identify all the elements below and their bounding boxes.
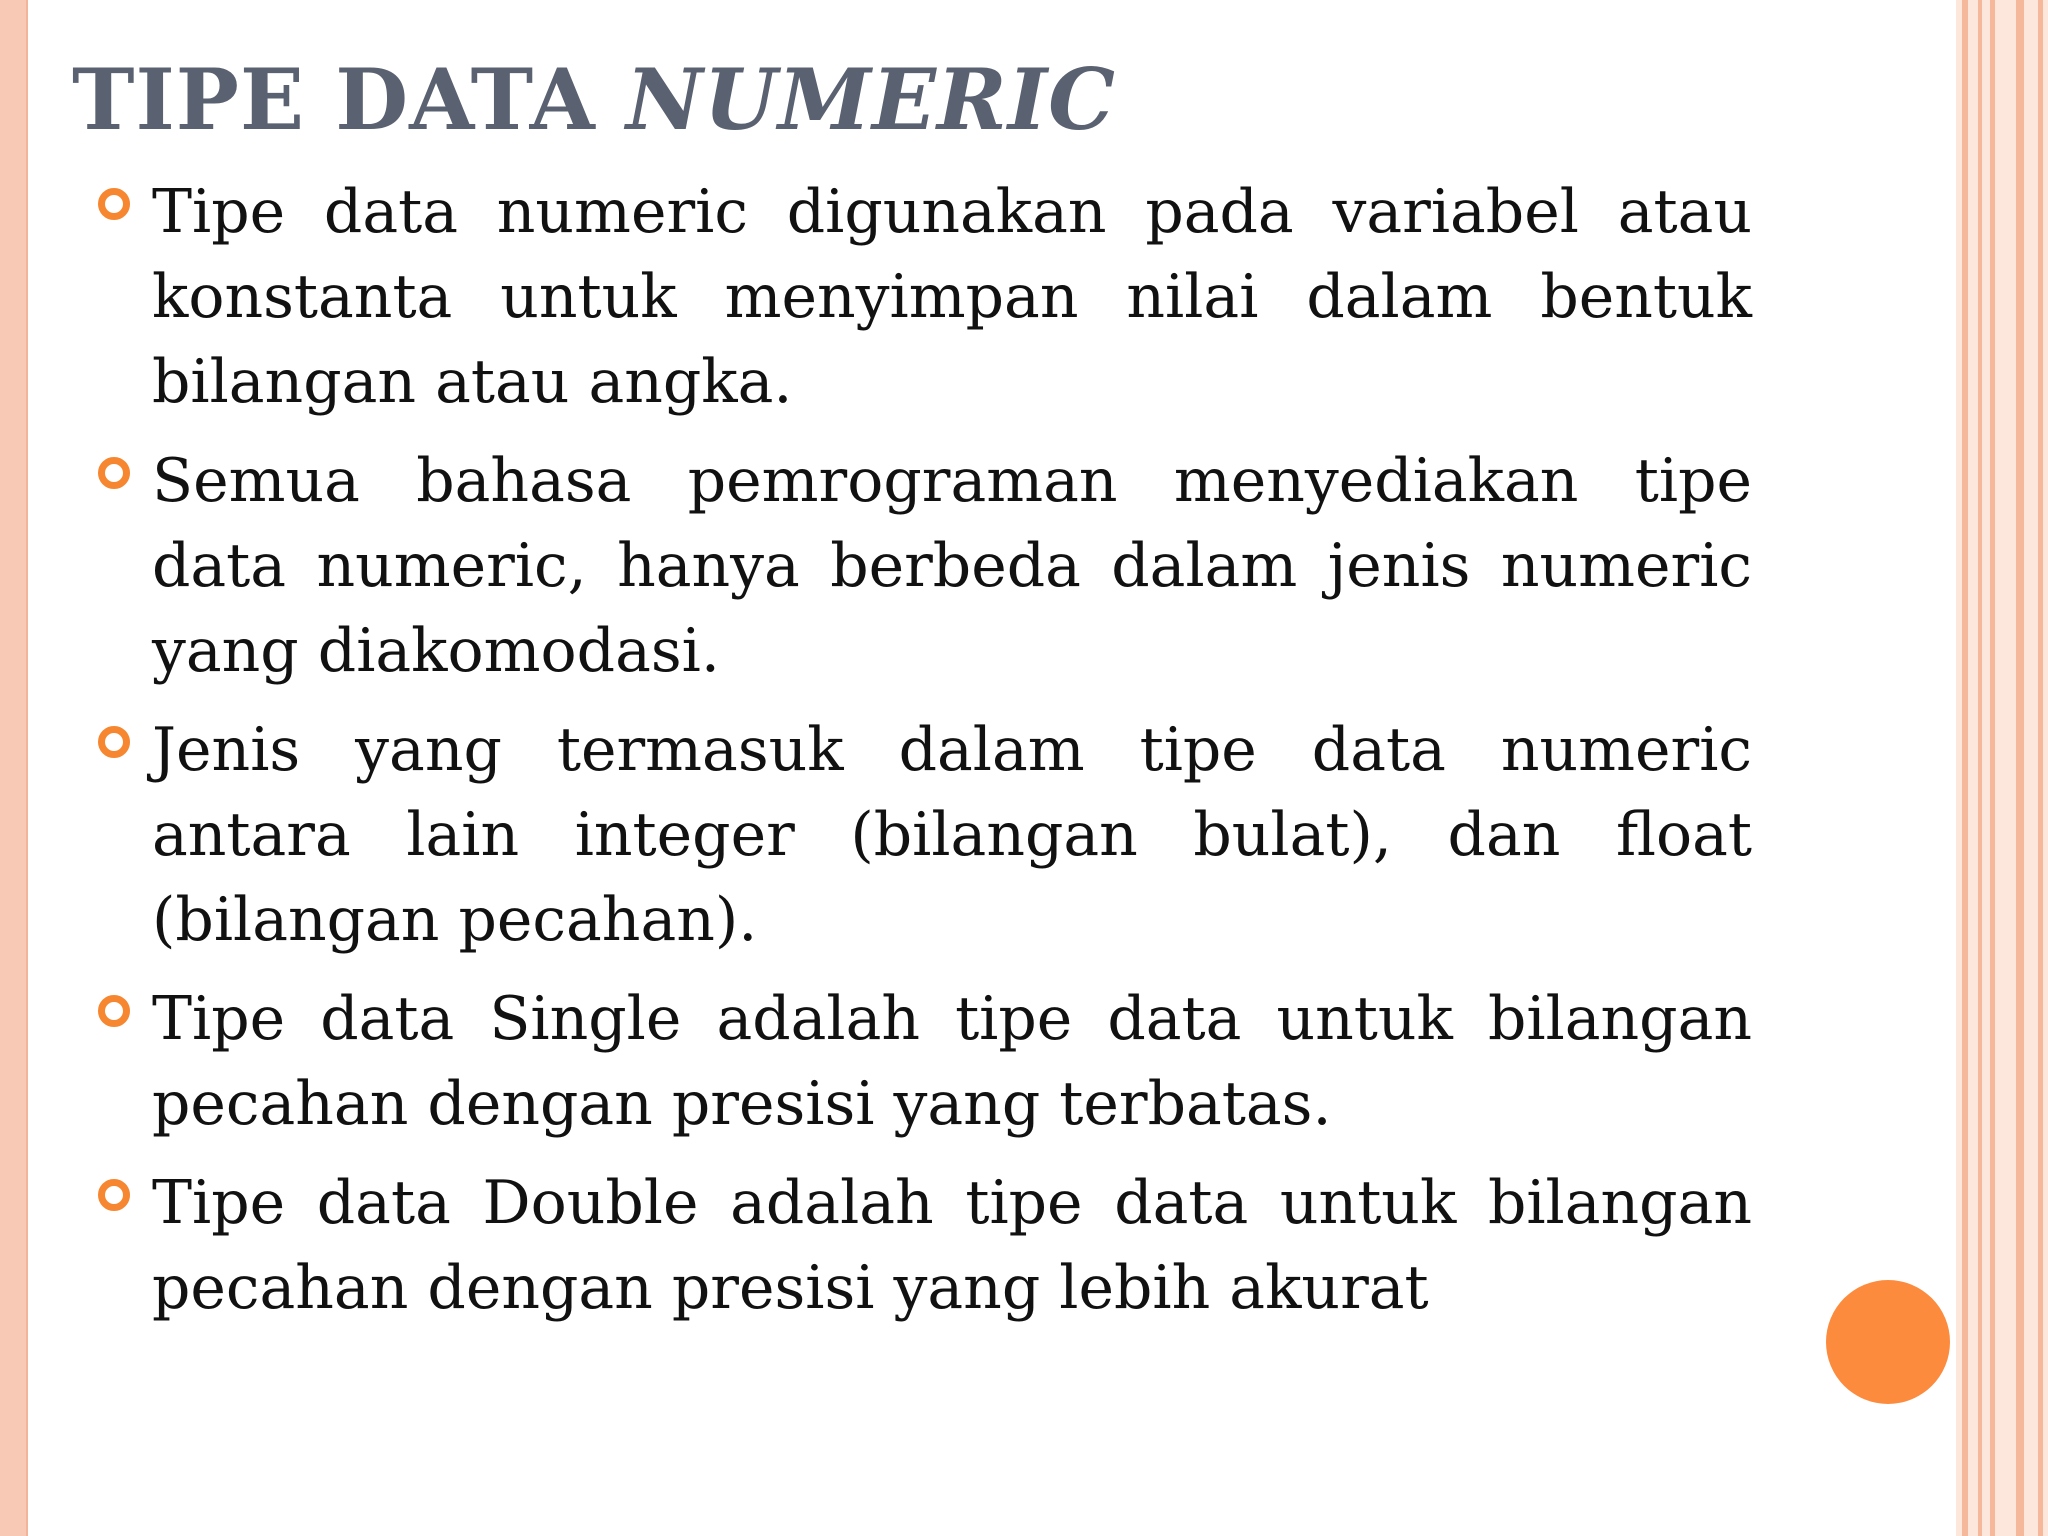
ring-bullet-icon: [98, 188, 130, 220]
bullet-item: [90, 1161, 1752, 1331]
bullet-text: Tipe data Double adalah tipe data untuk bilangan pecahan dengan presisi yang lebih akurat: [152, 1168, 1752, 1323]
ring-bullet-icon: [98, 995, 130, 1027]
orange-circle-decoration: [1826, 1280, 1950, 1404]
right-border-line: [1990, 0, 1995, 1536]
right-border-line: [1978, 0, 1982, 1536]
bullet-text: Semua bahasa pemrograman menyediakan tipe data numeric, hanya berbeda dalam jenis numeric yang diakomodasi.: [152, 446, 1752, 686]
right-border-line: [2016, 0, 2024, 1536]
left-border-stripe: [0, 0, 28, 1536]
bullet-item: [90, 170, 1752, 425]
bullet-item: [90, 439, 1752, 694]
bullet-list: [90, 170, 1752, 1345]
bullet-item: [90, 977, 1752, 1147]
right-decorative-panel: [1956, 0, 2048, 1536]
bullet-text: Tipe data Single adalah tipe data untuk bilangan pecahan dengan presisi yang terbatas.: [152, 984, 1752, 1139]
bullet-text: Jenis yang termasuk dalam tipe data numeric antara lain integer (bilangan bulat), dan float (bilangan pecahan).: [152, 715, 1752, 955]
ring-bullet-icon: [98, 726, 130, 758]
slide-title: [72, 44, 1116, 156]
title-plain-text: TIPE DATA: [72, 50, 626, 149]
bullet-text: Tipe data numeric digunakan pada variabel atau konstanta untuk menyimpan nilai dalam bentuk bilangan atau angka.: [152, 177, 1752, 417]
right-border-line: [2038, 0, 2043, 1536]
title-italic-text: NUMERIC: [626, 50, 1116, 149]
bullet-item: [90, 708, 1752, 963]
ring-bullet-icon: [98, 1179, 130, 1211]
ring-bullet-icon: [98, 457, 130, 489]
right-border-line: [1962, 0, 1968, 1536]
